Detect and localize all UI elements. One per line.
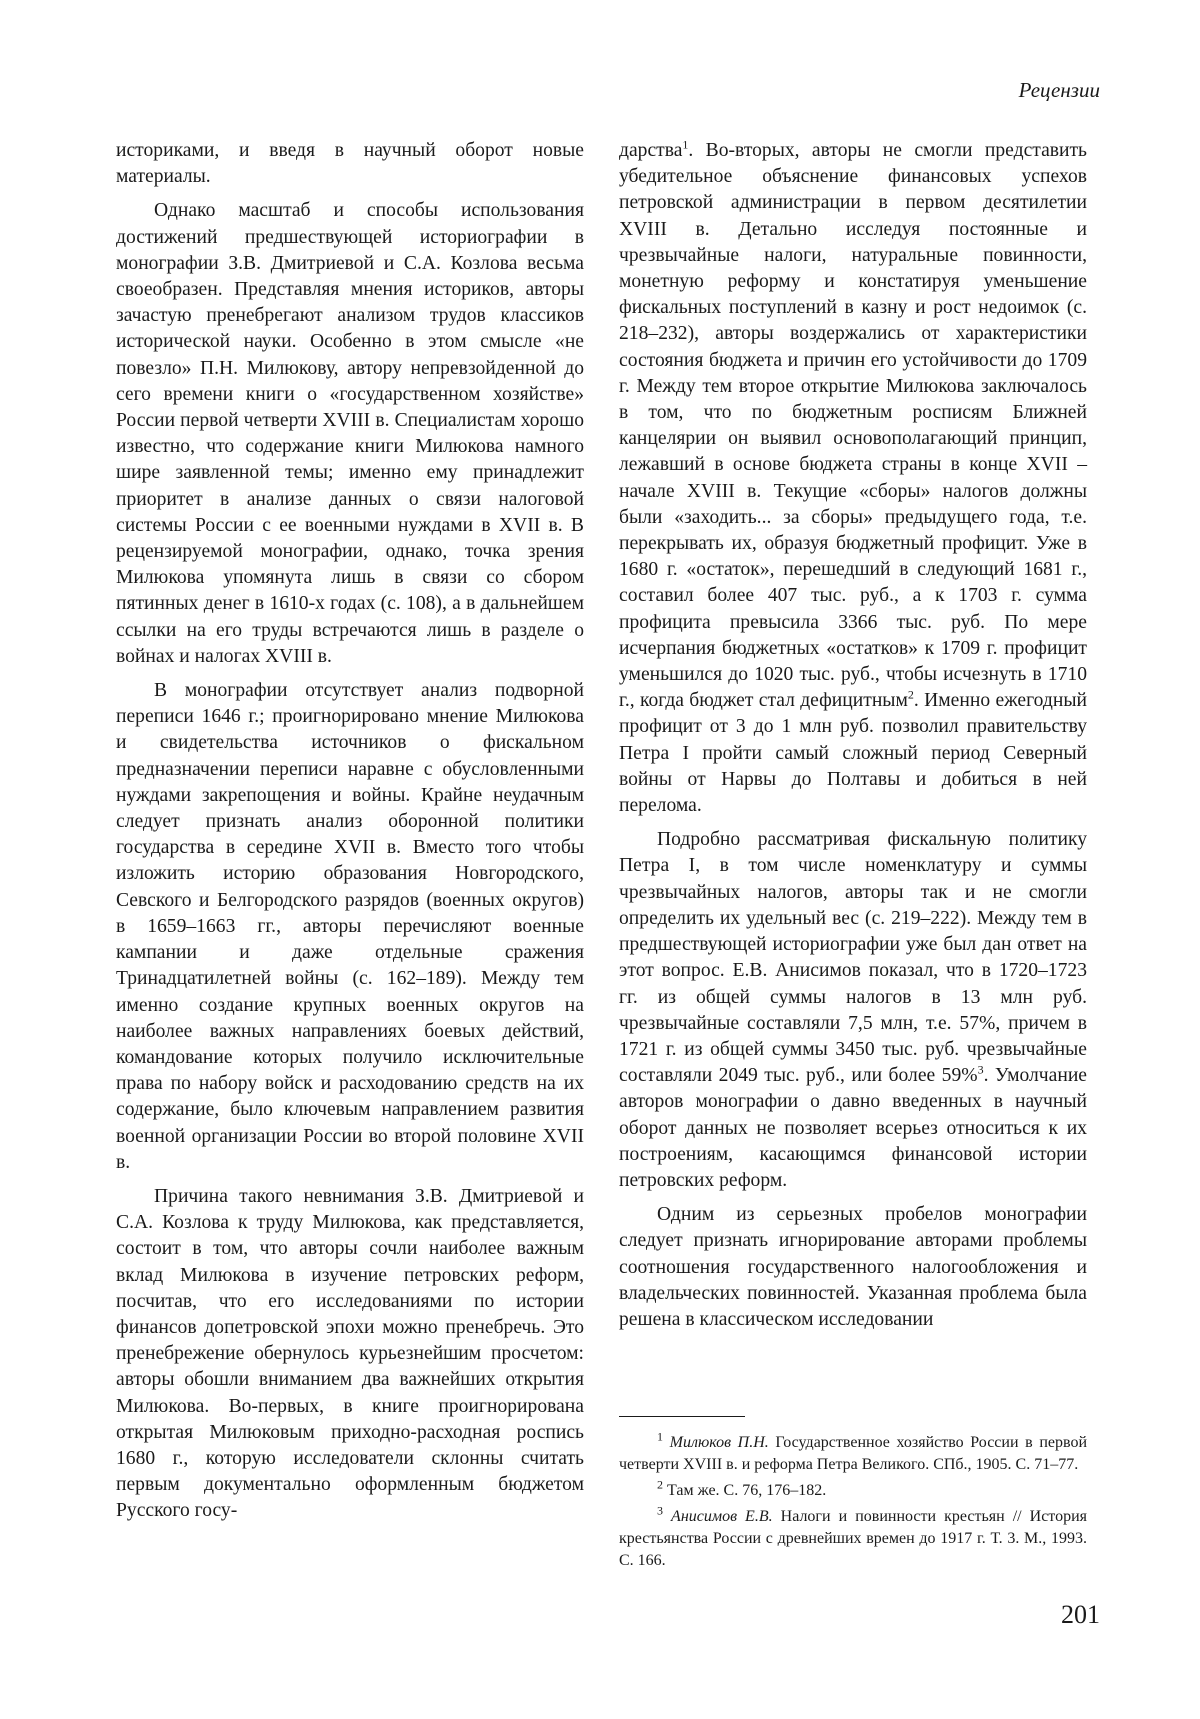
- paragraph-7: Одним из серьезных пробелов монографии следует признать игнорирование авторами проблемы соотношения государственного налогообложения и владельческих повинностей. Указанная проблема была решена в классическом исследовании: [619, 1204, 1087, 1330]
- paragraph-1: историками, и введя в научный оборот новые материалы.: [116, 140, 584, 188]
- footnote-number: 2: [657, 1477, 663, 1492]
- paragraph-5: [619, 138, 1087, 819]
- footnote-text: Налоги и повинности крестьян // История крестьянства России с древнейших времен до 1917 г. Т. 3. М., 1993. С. 166.: [619, 1508, 1088, 1569]
- footnotes: [619, 1429, 1088, 1576]
- right-column: [619, 138, 1087, 1341]
- footnote-2: [619, 1477, 1087, 1502]
- footnote-author: Анисимов Е.В.: [671, 1508, 773, 1525]
- text-segment: дарства: [619, 140, 683, 161]
- footnote-number: 1: [657, 1429, 663, 1444]
- text-segment: . Умолчание авторов монографии о давно введенных в научный оборот данных не позволяет всерьез относиться к их построениям, касающимся финансовой истории петровских реформ.: [619, 1065, 1088, 1191]
- footnote-text: Государственное хозяйство России в первой четверти XVIII в. и реформа Петра Великого. СПб., 1905. С. 71–77.: [619, 1434, 1088, 1473]
- paragraph-3: В монографии отсутствует анализ подворной переписи 1646 г.; проигнорировано мнение Милюкова и свидетельства источников о фискальном предназначении переписи наравне с обусловленными нуждами закрепощения и войны. Крайне неудачным следует признать анализ оборонной политики государства в середине XVII в. Вместо того чтобы изложить историю образования Новгородского, Севского и Белгородского разрядов (военных округов) в 1659–1663 гг., авторы перечисляют военные кампании и даже отдельные сражения Тринадцатилетней войны (с. 162–189). Между тем именно создание крупных военных округов на наиболее важных направлениях боевых действий, командование которых получило исключительные права по набору войск и расходованию средств на их содержание, было ключевым направлением развития военной организации России во второй половине XVII в.: [116, 680, 584, 1173]
- left-column: [116, 138, 584, 1533]
- footnote-3: [619, 1503, 1088, 1572]
- footnote-ref-2: 2: [907, 687, 914, 702]
- footnote-ref-1: 1: [682, 137, 689, 152]
- text-segment: . Во-вторых, авторы не смогли представить убедительное объяснение финансовых успехов петровской администрации в первом десятилетии XVIII в. Детально исследуя постоянные и чрезвычайные налоги, натуральные повинности, монетную реформу и констатируя уменьшение фискальных поступлений в казну и рост недоимок (с. 218–232), авторы воздержались от характеристики состояния бюджета и причин его устойчивости до 1709 г. Между тем второе открытие Милюкова заключалось в том, что по бюджетным росписям Ближней канцелярии он выявил основополагающий принцип, лежавший в основе бюджета страны в конце XVII – начале XVIII в. Текущие «сборы» налогов должны были «заходить... за сборы» предыдущего года, т.е. перекрывать их, образуя бюджетный профицит. Уже в 1680 г. «остаток», перешедший в следующий 1681 г., составил более 407 тыс. руб., а к 1703 г. сумма профицита превысила 3366 тыс. руб. По мере исчерпания бюджетных «остатков» к 1709 г. профицит уменьшился до 1020 тыс. руб., чтобы исчезнуть в 1710 г., когда бюджет стал дефицитным: [619, 140, 1087, 712]
- paragraph-4: Причина такого невнимания З.В. Дмитриевой и С.А. Козлова к труду Милюкова, как представляется, состоит в том, что авторы сочли наиболее важным вклад Милюкова в изучение петровских реформ, посчитав, что его исследованиями по истории финансов допетровской эпохи можно пренебречь. Это пренебрежение обернулось курьезнейшим просчетом: авторы обошли вниманием два важнейших открытия Милюкова. Во-первых, в книге проигнорирована открытая Милюковым приходно-расходная роспись 1680 г., которую исследователи склонны считать первым документально оформленным бюджетом Русского госу-: [116, 1185, 584, 1522]
- paragraph-6: [619, 827, 1087, 1194]
- text-segment: . Именно ежегодный профицит от 3 до 1 млн руб. позволил правительству Петра I пройти самый сложный период Северный войны от Нарвы до Полтавы и добиться в ней перелома.: [619, 690, 1087, 817]
- footnote-author: Милюков П.Н.: [669, 1434, 769, 1451]
- running-head: Рецензии: [1018, 78, 1100, 102]
- footnote-ref-3: 3: [977, 1062, 984, 1077]
- footnote-number: 3: [657, 1503, 663, 1518]
- footnote-divider: [619, 1416, 745, 1417]
- text-segment: Подробно рассматривая фискальную политику Петра I, в том числе номенклатуру и суммы чрезвычайных налогов, авторы так и не смогли определить их удельный вес (с. 219–222). Между тем в предшествующей историографии уже был дан ответ на этот вопрос. Е.В. Анисимов показал, что в 1720–1723 гг. из общей суммы налогов в 13 млн руб. чрезвычайные составляли 7,5 млн, т.е. 57%, причем в 1721 г. из общей суммы 3450 тыс. руб. чрезвычайные составляли 2049 тыс. руб., или более 59%: [619, 829, 1087, 1087]
- footnote-text: Там же. С. 76, 176–182.: [663, 1482, 827, 1499]
- footnote-1: [619, 1429, 1088, 1476]
- paragraph-2: Однако масштаб и способы использования достижений предшествующей историографии в монографии З.В. Дмитриевой и С.А. Козлова весьма своеобразен. Представляя мнения историков, авторы зачастую пренебрегают анализом трудов классиков исторической науки. Особенно в этом смысле «не повезло» П.Н. Милюкову, автору непревзойденной до сего времени книги о «государственном хозяйстве» России первой четверти XVIII в. Специалистам хорошо известно, что содержание книги Милюкова намного шире заявленной темы; именно ему принадлежит приоритет в анализе данных о связи налоговой системы России с ее военными нуждами в XVII в. В рецензируемой монографии, однако, точка зрения Милюкова упомянута лишь в связи со сбором пятинных денег в 1610-х годах (с. 108), а в дальнейшем ссылки на его труды встречаются лишь в разделе о войнах и налогах XVIII в.: [116, 200, 584, 667]
- page-number: 201: [1061, 1600, 1100, 1629]
